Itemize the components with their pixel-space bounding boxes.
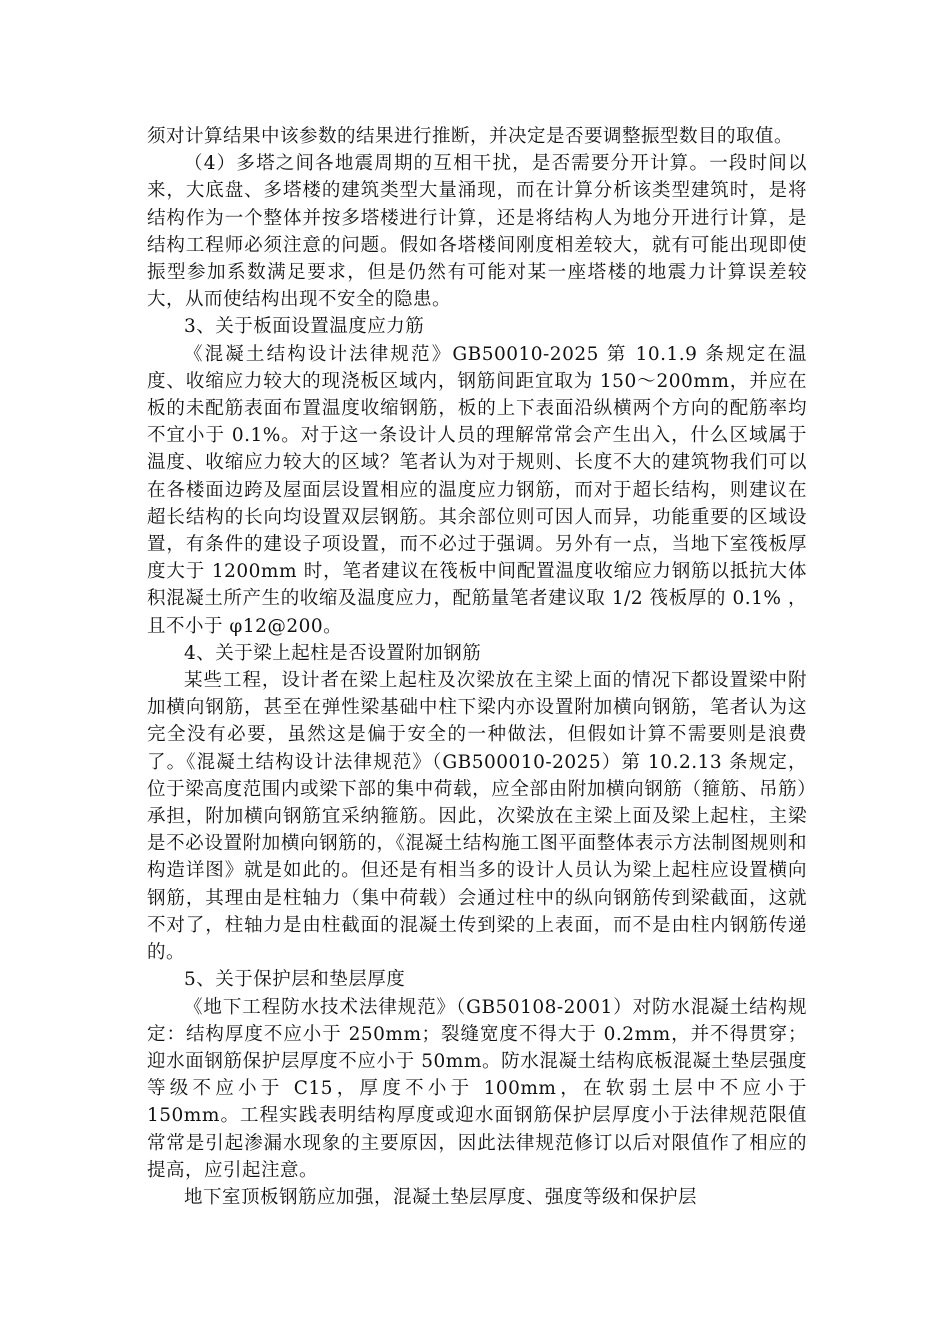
section-heading-5: 5、关于保护层和垫层厚度: [184, 969, 406, 991]
paragraph-beam-column: 某些工程，设计者在梁上起柱及次梁放在主梁上面的情况下都设置梁中附加横向钢筋，甚至在弹性梁基础中柱下梁内亦设置附加横向钢筋，笔者认为这完全没有必要，虽然这是偏于安全的一种做法，但假如计算不需要则是浪费了。《混凝土结构设计法律规范》（GB500010-2025）第 10.2.13 条规定，位于梁高度范围内或梁下部的集中荷载，应全部由附加横向钢筋（箍筋、吊筋）承担，附加横向钢筋宜采纳箍筋。因此，次梁放在主梁上面及梁上起柱，主梁是不必设置附加横向钢筋的，《混凝土结构施工图平面整体表示方法制图规则和构造详图》就是如此的。但还是有相当多的设计人员认为梁上起柱应设置横向钢筋，其理由是柱轴力（集中荷载）会通过柱中的纵向钢筋传到梁截面，这就不对了，柱轴力是由柱截面的混凝土传到梁的上表面，而不是由柱内钢筋传递的。: [147, 670, 807, 964]
paragraph-temperature-rebar: 《混凝土结构设计法律规范》GB50010-2025 第 10.1.9 条规定在温度、收缩应力较大的现浇板区域内，钢筋间距宜取为 150～200mm，并应在板的未配筋表面布置温度收缩钢筋，板的上下表面沿纵横两个方向的配筋率均不宜小于 0.1%。对于这一条设计人员的理解常常会产生出入，什么区域属于温度、收缩应力较大的区域？笔者认为对于规则、长度不大的建筑物我们可以在各楼面边跨及屋面层设置相应的温度应力钢筋，而对于超长结构，则建议在超长结构的长向均设置双层钢筋。其余部位则可因人而异，功能重要的区域设置，有条件的建设子项设置，而不必过于强调。另外有一点，当地下室筏板厚度大于 1200mm 时，笔者建议在筏板中间配置温度收缩应力钢筋以抵抗大体积混凝土所产生的收缩及温度应力，配筋量笔者建议取 1/2 筏板厚的 0.1% ，且不小于 φ12@200。: [147, 343, 807, 637]
section-heading-4: 4、关于梁上起柱是否设置附加钢筋: [184, 642, 482, 664]
paragraph-cover-thickness: 《地下工程防水技术法律规范》（GB50108-2001）对防水混凝土结构规定：结构厚度不应小于 250mm；裂缝宽度不得大于 0.2mm，并不得贯穿；迎水面钢筋保护层厚度不应小于 50mm。防水混凝土结构底板混凝土垫层强度等级不应小于 C15，厚度不小于 100mm，在软弱土层中不应小于 150mm。工程实践表明结构厚度或迎水面钢筋保护层厚度小于法律规范限值常常是引起渗漏水现象的主要原因，因此法律规范修订以后对限值作了相应的提高，应引起注意。: [147, 996, 807, 1181]
paragraph-multi-tower: （4）多塔之间各地震周期的互相干扰，是否需要分开计算。一段时间以来，大底盘、多塔楼的建筑类型大量涌现，而在计算分析该类型建筑时，是将结构作为一个整体并按多塔楼进行计算，还是将结构人为地分开进行计算，是结构工程师必须注意的问题。假如各塔楼间刚度相差较大，就有可能出现即使振型参加系数满足要求，但是仍然有可能对某一座塔楼的地震力计算误差较大，从而使结构出现不安全的隐患。: [147, 153, 807, 311]
continuation-paragraph: 须对计算结果中该参数的结果进行推断，并决定是否要调整振型数目的取值。: [147, 126, 794, 147]
section-heading-3: 3、关于板面设置温度应力筋: [184, 316, 425, 338]
paragraph-basement-roof: 地下室顶板钢筋应加强，混凝土垫层厚度、强度等级和保护层: [184, 1186, 698, 1208]
document-body: [147, 123, 807, 1211]
